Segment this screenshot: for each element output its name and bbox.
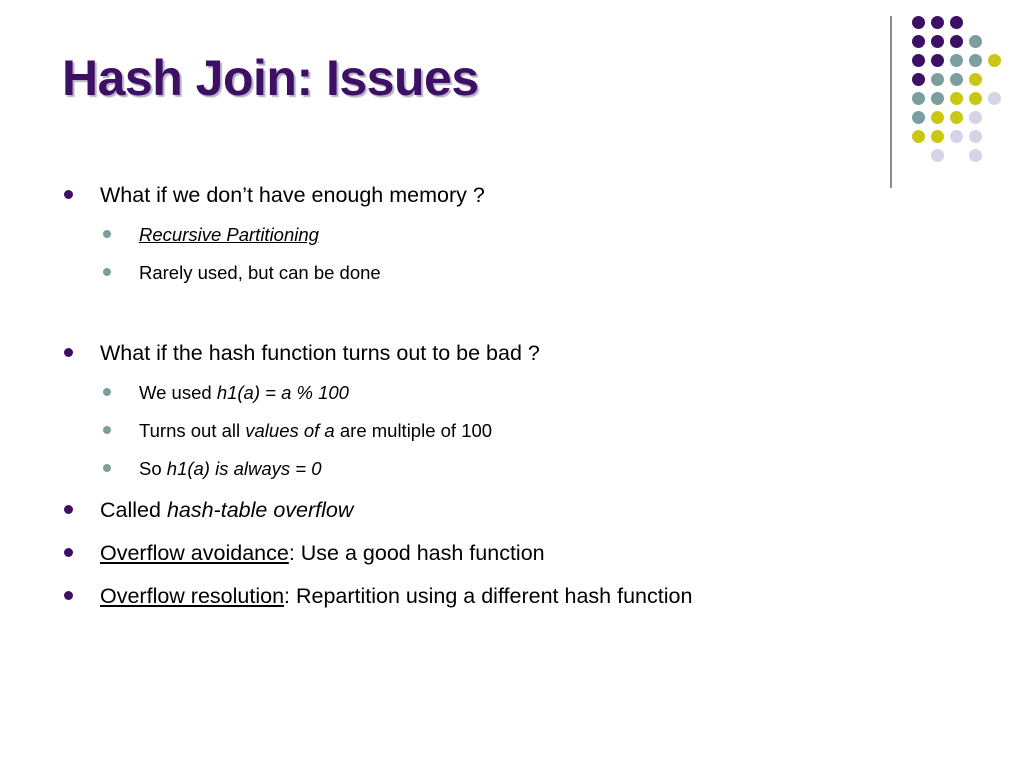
dot bbox=[969, 149, 982, 162]
sub-bullet-marker bbox=[103, 388, 111, 396]
term-overflow-resolution: Overflow resolution bbox=[100, 584, 285, 608]
dot bbox=[912, 54, 925, 67]
slide-title: Hash Join: Issues bbox=[62, 50, 479, 106]
bullet-memory bbox=[100, 181, 485, 209]
bullet-text: are multiple of 100 bbox=[334, 420, 493, 441]
dot bbox=[988, 92, 1001, 105]
bullet-overflow-resolution bbox=[100, 582, 692, 610]
dot bbox=[950, 35, 963, 48]
bullet-text: What if the hash function turns out to be bad ? bbox=[100, 341, 540, 365]
bullet-marker bbox=[64, 548, 73, 557]
bullet-text: We used bbox=[139, 382, 217, 403]
dot bbox=[931, 35, 944, 48]
bullet-text-emphasis: values of a bbox=[245, 420, 335, 441]
dot bbox=[988, 54, 1001, 67]
sub-bullet-marker bbox=[103, 230, 111, 238]
dot bbox=[950, 111, 963, 124]
bullet-text-emphasis: h1(a) = a % 100 bbox=[216, 382, 349, 403]
dot bbox=[969, 35, 982, 48]
dot bbox=[950, 92, 963, 105]
dot bbox=[969, 111, 982, 124]
bullet-text: : Repartition using a different hash function bbox=[284, 584, 693, 608]
sub-bullet-marker bbox=[103, 426, 111, 434]
dot bbox=[912, 111, 925, 124]
sub-bullet-rarely-used bbox=[139, 261, 381, 285]
bullet-text: Rarely used, but can be done bbox=[139, 262, 381, 283]
dot bbox=[931, 73, 944, 86]
bullet-overflow-avoidance bbox=[100, 539, 545, 567]
dot bbox=[912, 73, 925, 86]
bullet-text: Called bbox=[100, 498, 167, 522]
bullet-text-emphasis: h1(a) is always = 0 bbox=[166, 458, 322, 479]
term-overflow-avoidance: Overflow avoidance bbox=[100, 541, 289, 565]
dot bbox=[931, 92, 944, 105]
dot bbox=[931, 16, 944, 29]
sub-bullet-marker bbox=[103, 464, 111, 472]
bullet-text: Recursive Partitioning bbox=[139, 224, 319, 245]
bullet-text: : Use a good hash function bbox=[288, 541, 545, 565]
sub-bullet-we-used bbox=[139, 381, 349, 405]
dot bbox=[969, 130, 982, 143]
bullet-text: Turns out all bbox=[139, 420, 246, 441]
sub-bullet-turns-out bbox=[139, 419, 492, 443]
dot bbox=[950, 54, 963, 67]
dot bbox=[912, 92, 925, 105]
sub-bullet-always-zero bbox=[139, 457, 322, 481]
sub-bullet-recursive-partitioning bbox=[139, 223, 319, 247]
dot bbox=[912, 35, 925, 48]
bullet-bad-hash bbox=[100, 339, 540, 367]
dot bbox=[931, 149, 944, 162]
bullet-text: So bbox=[139, 458, 167, 479]
bullet-called-overflow bbox=[100, 496, 353, 524]
sub-bullet-marker bbox=[103, 268, 111, 276]
dot bbox=[931, 130, 944, 143]
dot bbox=[912, 16, 925, 29]
dot bbox=[950, 73, 963, 86]
dot bbox=[969, 54, 982, 67]
bullet-marker bbox=[64, 348, 73, 357]
dot bbox=[931, 111, 944, 124]
dot bbox=[931, 54, 944, 67]
dot bbox=[950, 130, 963, 143]
bullet-marker bbox=[64, 190, 73, 199]
bullet-text-emphasis: hash-table overflow bbox=[166, 498, 354, 522]
bullet-text: What if we don’t have enough memory ? bbox=[100, 183, 485, 207]
bullet-marker bbox=[64, 505, 73, 514]
dot bbox=[950, 16, 963, 29]
dot bbox=[969, 92, 982, 105]
dot bbox=[912, 130, 925, 143]
bullet-marker bbox=[64, 591, 73, 600]
decorative-dot-grid bbox=[0, 0, 1024, 200]
dot bbox=[969, 73, 982, 86]
